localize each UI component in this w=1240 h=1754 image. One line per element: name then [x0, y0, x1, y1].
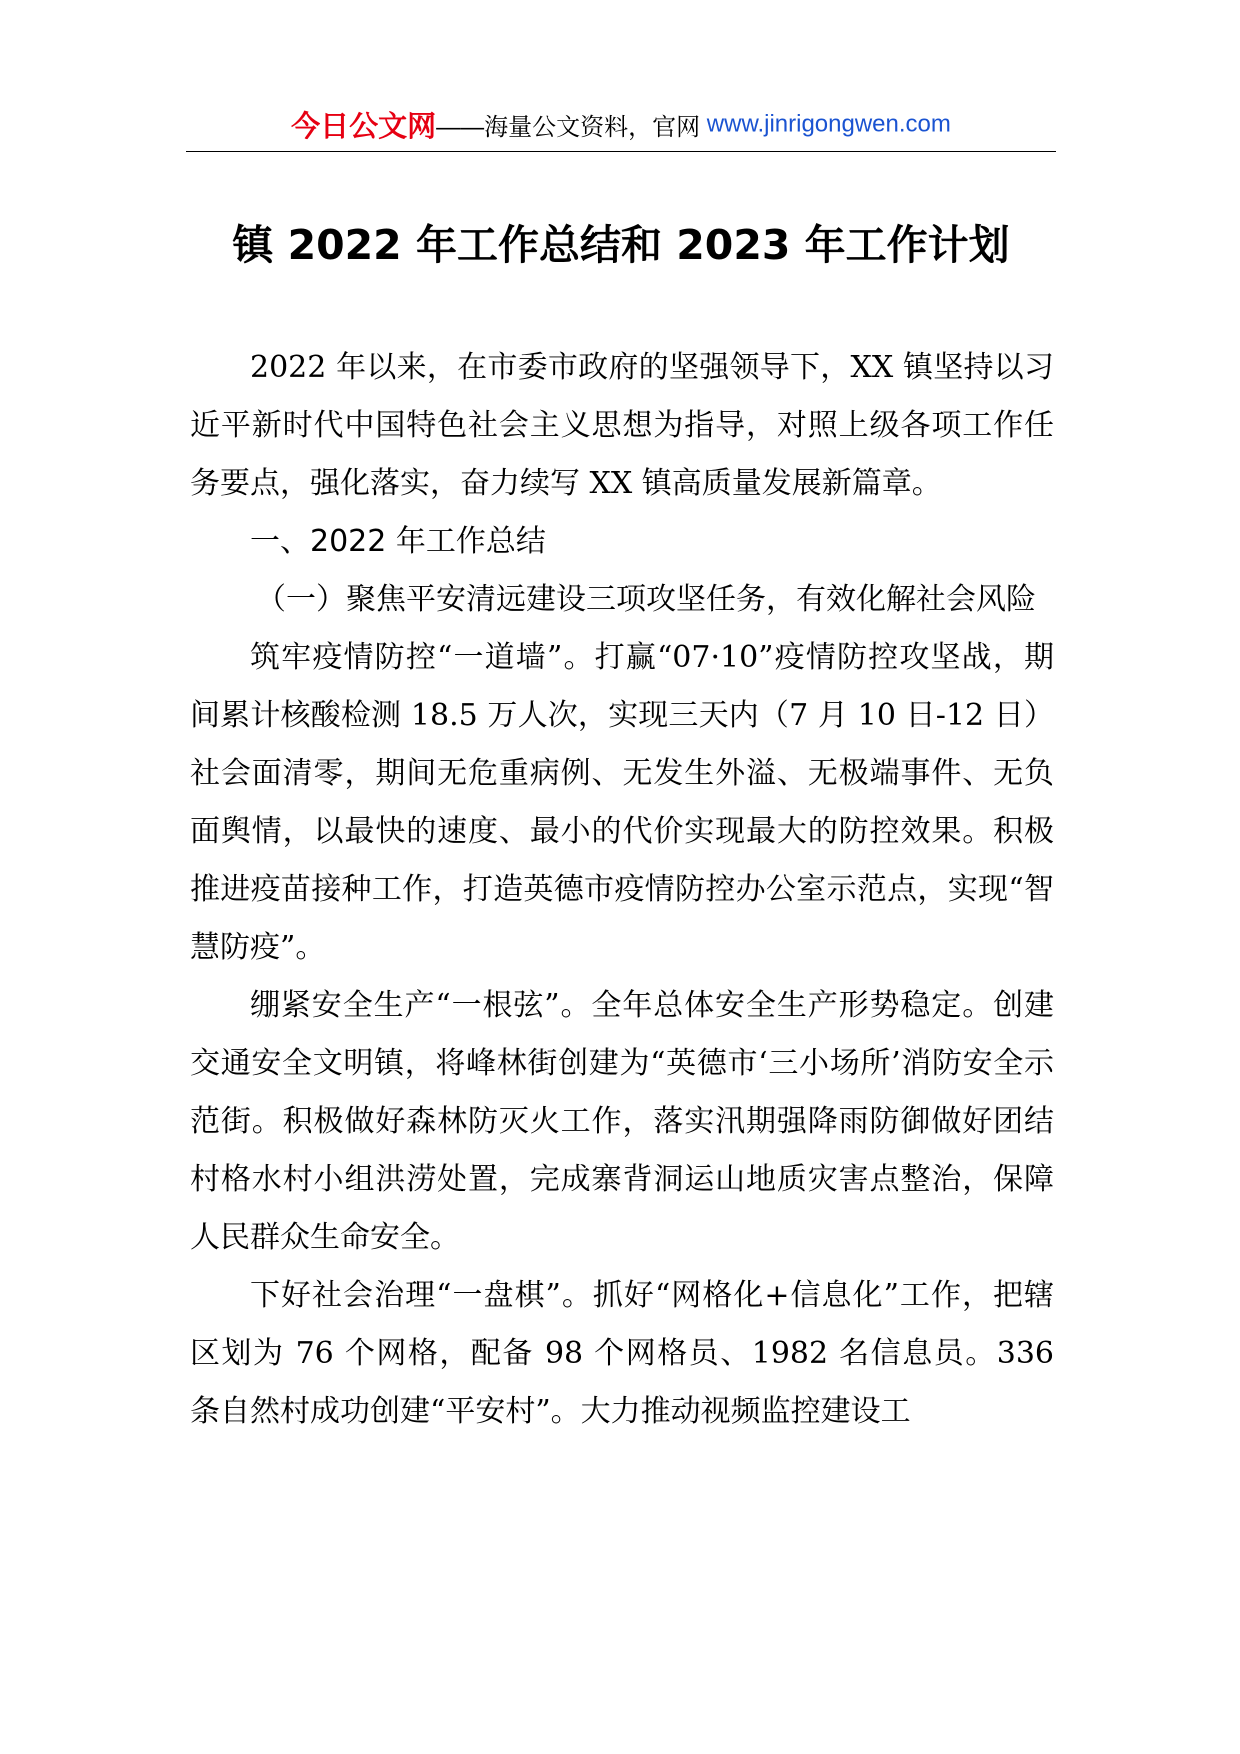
header-divider — [186, 151, 1056, 152]
site-url-link[interactable]: www.jinrigongwen.com — [706, 110, 951, 138]
document-body — [190, 339, 1054, 1441]
epidemic-control-paragraph: 筑牢疫情防控“一道墙”。打赢“07·10”疫情防控攻坚战，期间累计核酸检测 18.5 万人次，实现三天内（7 月 10 日-12 日）社会面清零，期间无危重病例、无发生外溢、无极端事件、无负面舆情，以最快的速度、最小的代价实现最大的防控效果。积极推进疫苗接种工作，打造英德市疫情防控办公室示范点，实现“智慧防疫”。 — [190, 640, 1054, 965]
subsection-heading: （一）聚焦平安清远建设三项攻坚任务，有效化解社会风险 — [256, 582, 1036, 617]
section-heading: 一、2022 年工作总结 — [250, 524, 546, 559]
social-governance-paragraph: 下好社会治理“一盘棋”。抓好“网格化+信息化”工作，把辖区划为 76 个网格，配备 98 个网格员、1982 名信息员。336 条自然村成功创建“平安村”。大力推动视频监控建设工 — [190, 1278, 1054, 1429]
document-title: 镇 2022 年工作总结和 2023 年工作计划 — [232, 221, 1010, 269]
site-slogan: ——海量公文资料，官网 — [436, 114, 707, 141]
site-logo-text: 今日公文网 — [291, 111, 437, 143]
intro-paragraph: 2022 年以来，在市委市政府的坚强领导下，XX 镇坚持以习近平新时代中国特色社会主义思想为指导，对照上级各项工作任务要点，强化落实，奋力续写 XX 镇高质量发展新篇章。 — [190, 350, 1054, 501]
work-safety-paragraph: 绷紧安全生产“一根弦”。全年总体安全生产形势稳定。创建交通安全文明镇，将峰林街创建为“英德市‘三小场所’消防安全示范街。积极做好森林防灭火工作，落实汛期强降雨防御做好团结村格水村小组洪涝处置，完成寨背洞运山地质灾害点整治，保障人民群众生命安全。 — [190, 988, 1054, 1255]
site-header — [186, 104, 1056, 148]
